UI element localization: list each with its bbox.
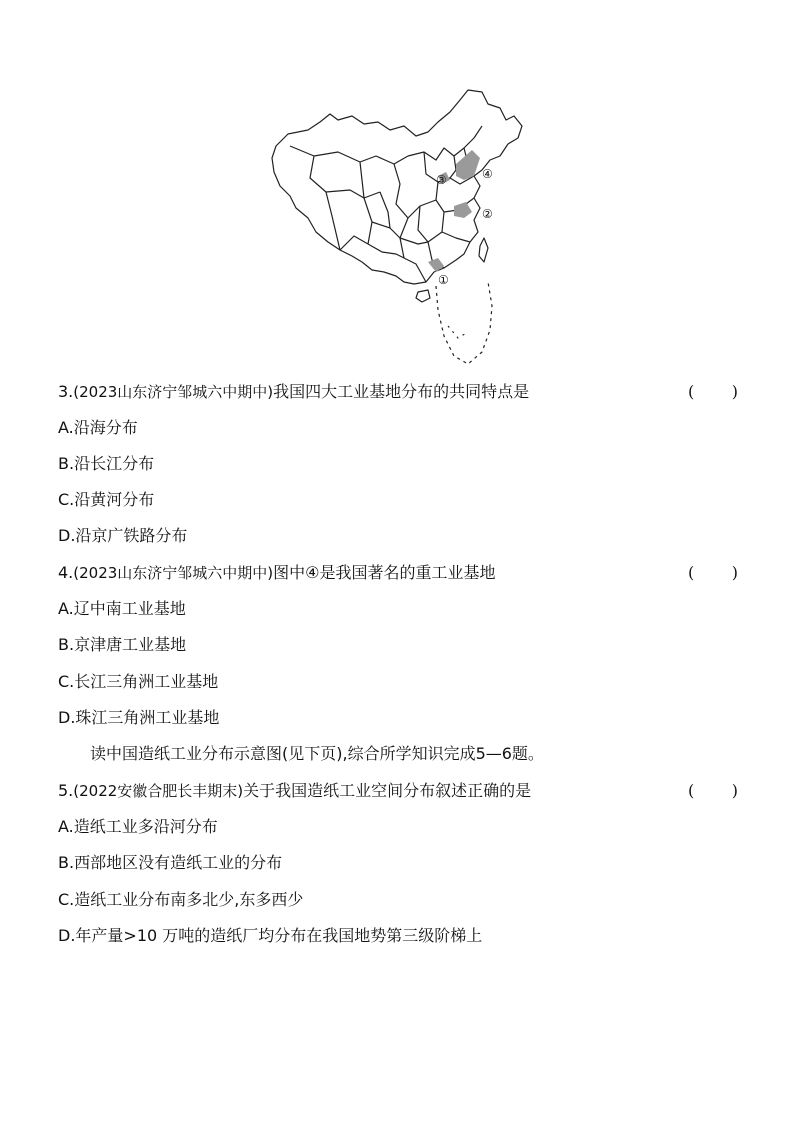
q4-option-b[interactable]: B.京津唐工业基地 [58,635,187,654]
q3-option-c[interactable]: C.沿黄河分布 [58,490,155,509]
marker-1: ① [438,273,449,287]
question-source: (2023山东济宁邹城六中期中) [73,564,274,582]
question-number: 5. [58,781,74,800]
q4-option-d[interactable]: D.珠江三角洲工业基地 [58,708,220,727]
q4-option-c[interactable]: C.长江三角洲工业基地 [58,672,219,691]
question-number: 3. [58,382,74,401]
q5-option-d[interactable]: D.年产量>10 万吨的造纸厂均分布在我国地势第三级阶梯上 [58,926,483,945]
answer-bracket-5[interactable]: ( ) [688,781,738,800]
question-number: 4. [58,563,74,582]
q3-option-b[interactable]: B.沿长江分布 [58,454,155,473]
question-text: 图中④是我国著名的重工业基地 [273,563,496,582]
q5-option-c[interactable]: C.造纸工业分布南多北少,东多西少 [58,890,304,909]
q5-option-a[interactable]: A.造纸工业多沿河分布 [58,817,218,836]
marker-2: ② [482,207,493,221]
q5-option-b[interactable]: B.西部地区没有造纸工业的分布 [58,853,283,872]
question-source: (2023山东济宁邹城六中期中) [73,383,274,401]
question-5-stem [58,781,531,801]
passage-intro: 读中国造纸工业分布示意图(见下页),综合所学知识完成5—6题。 [90,744,544,763]
answer-bracket-3[interactable]: ( ) [688,382,738,401]
question-text: 我国四大工业基地分布的共同特点是 [273,382,530,401]
question-4-stem [58,563,496,583]
marker-4: ④ [482,167,493,181]
q3-option-a[interactable]: A.沿海分布 [58,418,138,437]
q4-option-a[interactable]: A.辽中南工业基地 [58,599,186,618]
question-3-stem [58,382,529,402]
question-text: 关于我国造纸工业空间分布叙述正确的是 [243,781,532,800]
answer-bracket-4[interactable]: ( ) [688,563,738,582]
marker-3: ③ [436,173,447,187]
q3-option-d[interactable]: D.沿京广铁路分布 [58,526,188,545]
question-source: (2022安徽合肥长丰期末) [73,782,244,800]
china-industrial-base-map [268,86,530,371]
